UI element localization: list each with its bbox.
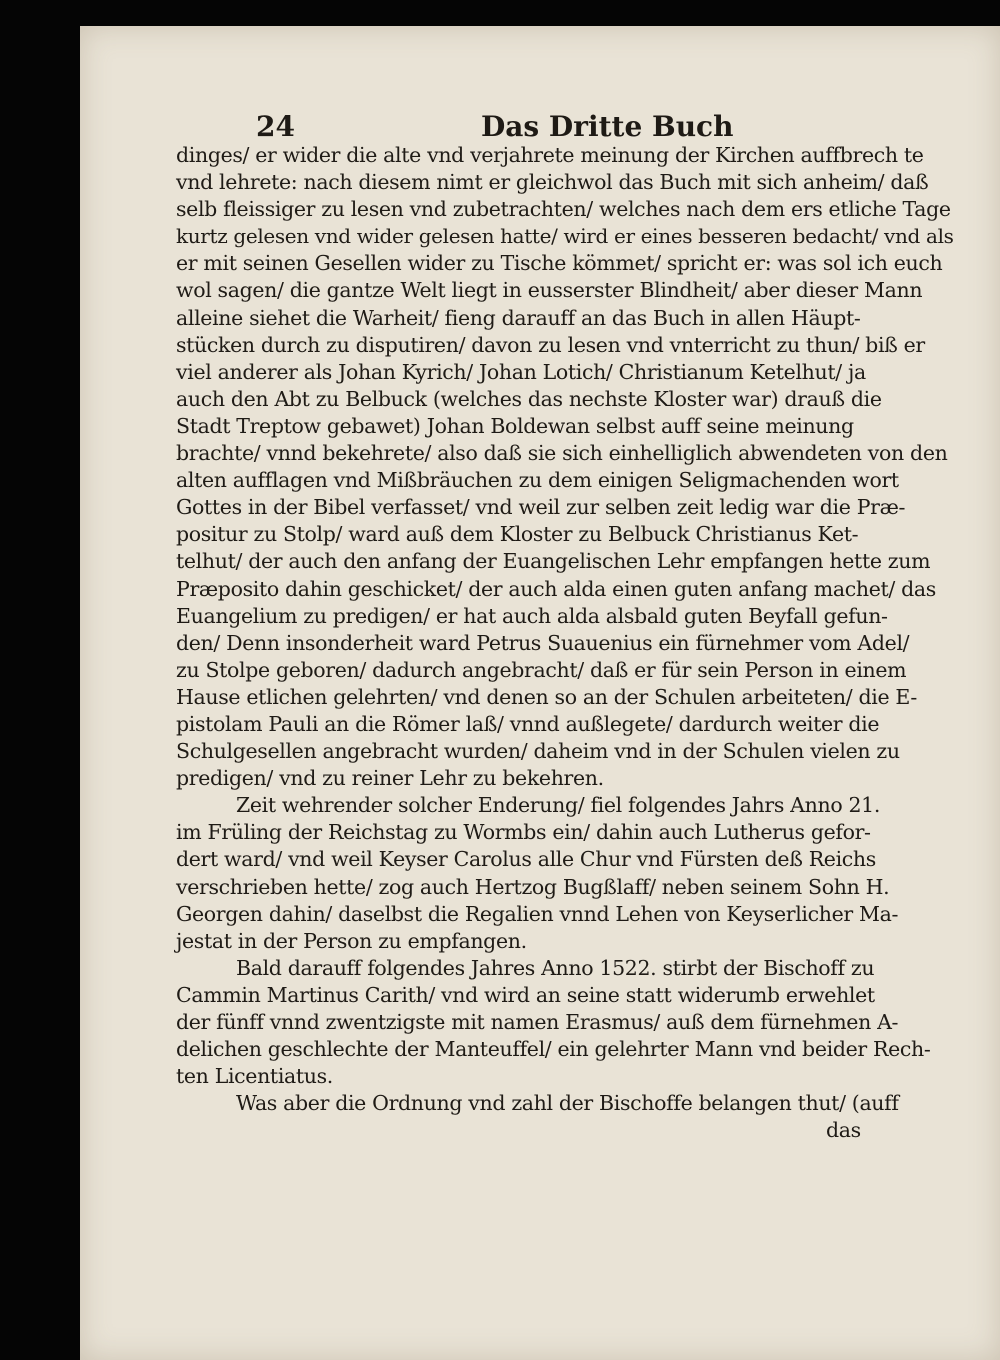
text-line: zu Stolpe geboren/ dadurch angebracht/ daß er für sein Person in einem — [176, 657, 907, 682]
text-line: verschrieben hette/ zog auch Hertzog Bugßlaff/ neben seinem Sohn H. — [176, 874, 890, 899]
text-line: predigen/ vnd zu reiner Lehr zu bekehren. — [176, 766, 604, 791]
text-line: stücken durch zu disputiren/ davon zu lesen vnd vnterricht zu thun/ biß er — [176, 332, 925, 357]
running-title: Das Dritte Buch — [481, 110, 734, 143]
text-line: kurtz gelesen vnd wider gelesen hatte/ wird er eines besseren bedacht/ vnd als — [176, 224, 954, 249]
text-line: den/ Denn insonderheit ward Petrus Suauenius ein fürnehmer vom Adel/ — [176, 630, 910, 655]
text-line: Stadt Treptow gebawet) Johan Boldewan selbst auff seine meinung — [176, 413, 854, 438]
text-line: dinges/ er wider die alte vnd verjahrete meinung der Kirchen auffbrech te — [176, 143, 924, 167]
text-line: delichen geschlechte der Manteuffel/ ein gelehrter Mann vnd beider Rech- — [176, 1037, 931, 1062]
text-line: Schulgesellen angebracht wurden/ daheim vnd in der Schulen vielen zu — [176, 739, 900, 764]
text-line: positur zu Stolp/ ward auß dem Kloster zu Belbuck Christianus Ket- — [176, 522, 859, 547]
text-line: wol sagen/ die gantze Welt liegt in eusserster Blindheit/ aber dieser Mann — [176, 278, 923, 303]
catchword: das — [826, 1118, 861, 1143]
text-line: auch den Abt zu Belbuck (welches das nechste Kloster war) drauß die — [176, 386, 882, 411]
text-line: im Früling der Reichstag zu Wormbs ein/ dahin auch Lutherus gefor- — [176, 820, 871, 845]
text-line: Euangelium zu predigen/ er hat auch alda alsbald guten Beyfall gefun- — [176, 603, 888, 628]
text-line: Zeit wehrender solcher Enderung/ fiel folgendes Jahrs Anno 21. — [236, 793, 881, 818]
text-line: ten Licentiatus. — [176, 1064, 333, 1089]
text-line: Præposito dahin geschicket/ der auch alda einen guten anfang machet/ das — [176, 576, 936, 601]
text-line: Hause etlichen gelehrten/ vnd denen so an der Schulen arbeiteten/ die E- — [176, 684, 917, 709]
body-text — [176, 142, 966, 1144]
text-line: der fünff vnnd zwentzigste mit namen Erasmus/ auß dem fürnehmen A- — [176, 1010, 899, 1034]
text-line: vnd lehrete: nach diesem nimt er gleichwol das Buch mit sich anheim/ daß — [176, 170, 929, 195]
text-line: Georgen dahin/ daselbst die Regalien vnnd Lehen von Keyserlicher Ma- — [176, 901, 899, 926]
text-line: er mit seinen Gesellen wider zu Tische kömmet/ spricht er: was sol ich euch — [176, 251, 943, 276]
text-line: Was aber die Ordnung vnd zahl der Bischoffe belangen thut/ (auff — [236, 1091, 899, 1116]
text-line: viel anderer als Johan Kyrich/ Johan Lotich/ Christianum Ketelhut/ ja — [176, 359, 866, 384]
text-line: jestat in der Person zu empfangen. — [176, 928, 527, 953]
page-number: 24 — [256, 110, 295, 143]
text-line: selb fleissiger zu lesen vnd zubetrachten/ welches nach dem ers etliche Tage — [176, 197, 951, 222]
text-line: alleine siehet die Warheit/ fieng darauff an das Buch in allen Häupt- — [176, 305, 861, 330]
text-line: dert ward/ vnd weil Keyser Carolus alle Chur vnd Fürsten deß Reichs — [176, 847, 876, 872]
text-line: Bald darauff folgendes Jahres Anno 1522. stirbt der Bischoff zu — [236, 955, 875, 980]
text-line: Gottes in der Bibel verfasset/ vnd weil zur selben zeit ledig war die Præ- — [176, 495, 906, 520]
text-line: telhut/ der auch den anfang der Euangelischen Lehr empfangen hette zum — [176, 549, 931, 574]
text-line: Cammin Martinus Carith/ vnd wird an seine statt widerumb erwehlet — [176, 982, 875, 1007]
text-line: pistolam Pauli an die Römer laß/ vnnd außlegete/ dardurch weiter die — [176, 711, 880, 736]
text-line: alten aufflagen vnd Mißbräuchen zu dem einigen Seligmachenden wort — [176, 468, 899, 493]
text-line: brachte/ vnnd bekehrete/ also daß sie sich einhelliglich abwendeten von den — [176, 441, 948, 466]
